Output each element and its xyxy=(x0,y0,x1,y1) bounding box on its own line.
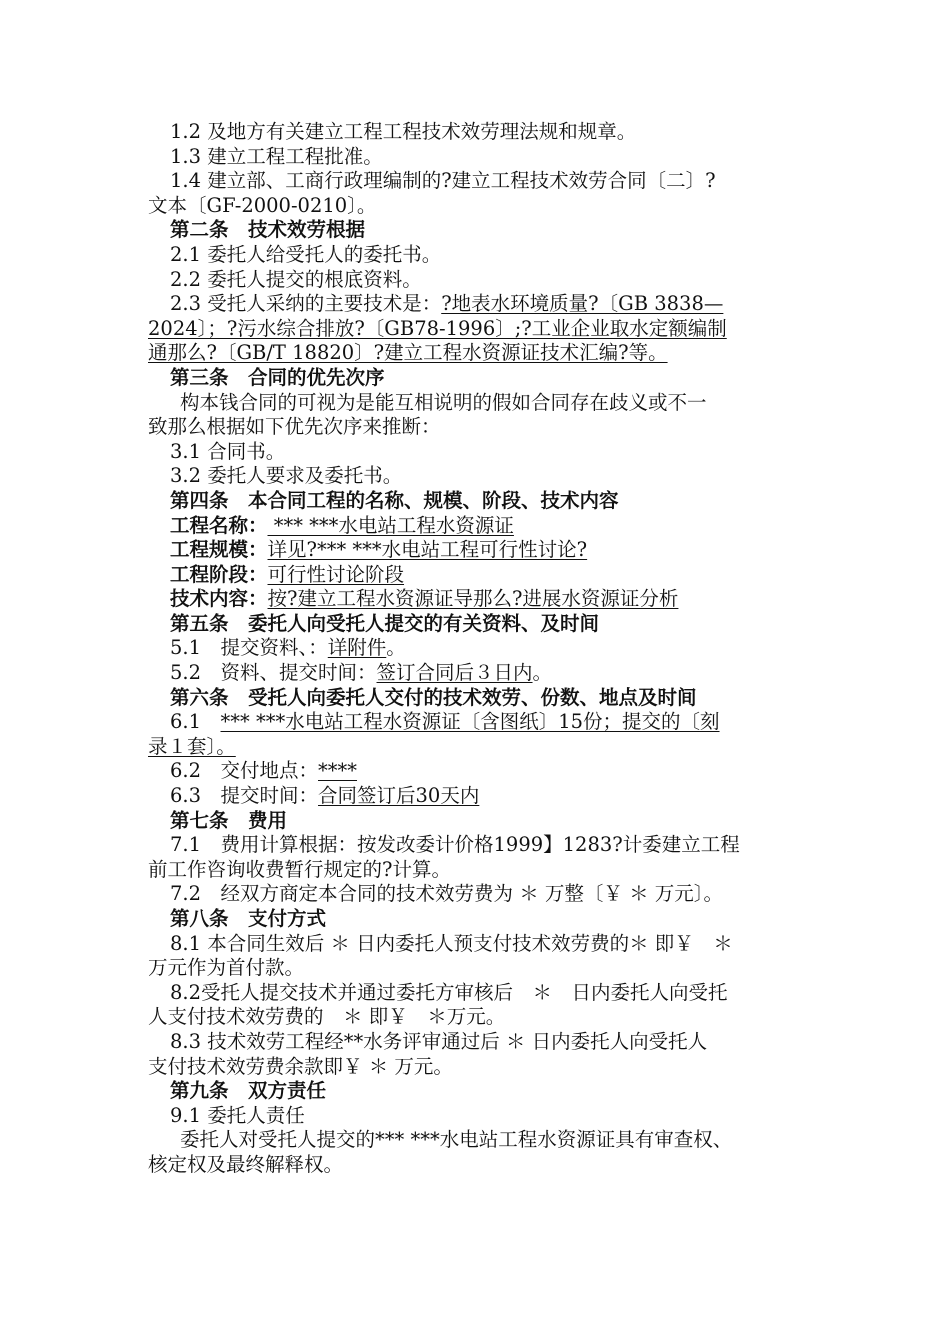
standards-list: ?地表水环境质量?〔GB 3838— xyxy=(441,292,724,316)
article-7-heading: 第七条 费用 xyxy=(170,808,288,832)
project-stage-row: 工程阶段：可行性讨论阶段 xyxy=(170,562,405,586)
clause-5-2: 5.2 资料、提交时间：签订合同后３日内。 xyxy=(170,661,553,685)
clause-8-2-cont: 人支付技术效劳费的 ＊ 即￥ ＊万元。 xyxy=(148,1005,506,1029)
clause-2-3-cont: 2024〕；?污水综合排放?〔GB78-1996〕;?工业企业取水定额编制 xyxy=(148,316,727,340)
tech-content-value: 按?建立工程水资源证导那么?进展水资源证分析 xyxy=(267,587,679,611)
article-4-heading: 第四条 本合同工程的名称、规模、阶段、技术内容 xyxy=(170,488,619,512)
clause-1-4-cont: 文本〔GF-2000-0210〕。 xyxy=(148,193,377,217)
article-9-heading: 第九条 双方责任 xyxy=(170,1079,327,1103)
clause-8-1-cont: 万元作为首付款。 xyxy=(148,956,305,980)
project-stage-value: 可行性讨论阶段 xyxy=(267,562,405,586)
clause-9-1-text: 委托人对受托人提交的*** ***水电站工程水资源证具有审查权、 xyxy=(180,1128,733,1152)
clause-1-2: 1.2 及地方有关建立工程工程技术效劳理法规和规章。 xyxy=(170,120,637,143)
clause-7-1: 7.1 费用计算根据：按发改委计价格1999】1283?计委建立工程 xyxy=(170,833,740,857)
article-5-heading: 第五条 委托人向受托人提交的有关资料、及时间 xyxy=(170,611,600,635)
article-6-heading: 第六条 受托人向委托人交付的技术效劳、份数、地点及时间 xyxy=(170,685,697,709)
clause-8-3: 8.3 技术效劳工程经**水务评审通过后 ＊ 日内委托人向受托人 xyxy=(170,1029,708,1053)
clause-7-2: 7.2 经双方商定本合同的技术效劳费为 ＊ 万整〔￥ ＊ 万元〕。 xyxy=(170,882,724,906)
clause-7-1-cont: 前工作咨询收费暂行规定的?计算。 xyxy=(148,857,451,881)
clause-1-4: 1.4 建立部、工商行政理编制的?建立工程技术效劳合同〔二〕? xyxy=(170,169,716,193)
clause-8-1: 8.1 本合同生效后 ＊ 日内委托人预支付技术效劳费的＊ 即￥ ＊ xyxy=(170,931,733,955)
clause-9-1: 9.1 委托人责任 xyxy=(170,1103,305,1127)
article-3-text: 构本钱合同的可视为是能互相说明的假如合同存在歧义或不一 xyxy=(180,390,707,414)
clause-6-2: 6.2 交付地点：**** xyxy=(170,759,358,783)
clause-2-2: 2.2 委托人提交的根底资料。 xyxy=(170,267,422,291)
document-page xyxy=(148,120,808,1178)
article-3-text-cont: 致那么根据如下优先次序来推断： xyxy=(148,415,441,439)
clause-8-2: 8.2受托人提交技术并通过委托方审核后 ＊ 日内委托人向受托 xyxy=(170,980,728,1004)
clause-2-1: 2.1 委托人给受托人的委托书。 xyxy=(170,242,442,266)
clause-6-3: 6.3 提交时间：合同签订后30天内 xyxy=(170,784,480,808)
clause-8-3-cont: 支付技术效劳费余款即￥ ＊ 万元。 xyxy=(148,1054,453,1078)
project-scale-value: 详见?*** ***水电站工程可行性讨论? xyxy=(267,538,588,562)
article-2-heading: 第二条 技术效劳根据 xyxy=(170,218,366,242)
clause-2-3: 2.3 受托人采纳的主要技术是：?地表水环境质量?〔GB 3838— xyxy=(170,292,724,316)
clause-5-1: 5.1 提交资料、：详附件。 xyxy=(170,636,406,660)
article-8-heading: 第八条 支付方式 xyxy=(170,907,327,930)
tech-content-row: 技术内容：按?建立工程水资源证导那么?进展水资源证分析 xyxy=(170,587,679,611)
clause-2-3-cont2: 通那么?〔GB/T 18820〕?建立工程水资源证技术汇编?等。 xyxy=(148,341,668,365)
clause-6-1-cont: 录１套〕。 xyxy=(148,734,236,758)
project-name-row: 工程名称： *** ***水电站工程水资源证 xyxy=(170,513,514,537)
article-3-heading: 第三条 合同的优先次序 xyxy=(170,365,385,389)
clause-9-1-text-cont: 核定权及最终解释权。 xyxy=(148,1152,344,1176)
clause-6-1: 6.1 *** ***水电站工程水资源证〔含图纸〕15份；提交的〔刻 xyxy=(170,710,720,734)
clause-3-1: 3.1 合同书。 xyxy=(170,439,286,463)
project-name-value: *** ***水电站工程水资源证 xyxy=(267,513,514,537)
clause-3-2: 3.2 委托人要求及委托书。 xyxy=(170,464,403,488)
project-scale-row: 工程规模：详见?*** ***水电站工程可行性讨论? xyxy=(170,538,588,562)
clause-1-3: 1.3 建立工程工程批准。 xyxy=(170,144,383,168)
